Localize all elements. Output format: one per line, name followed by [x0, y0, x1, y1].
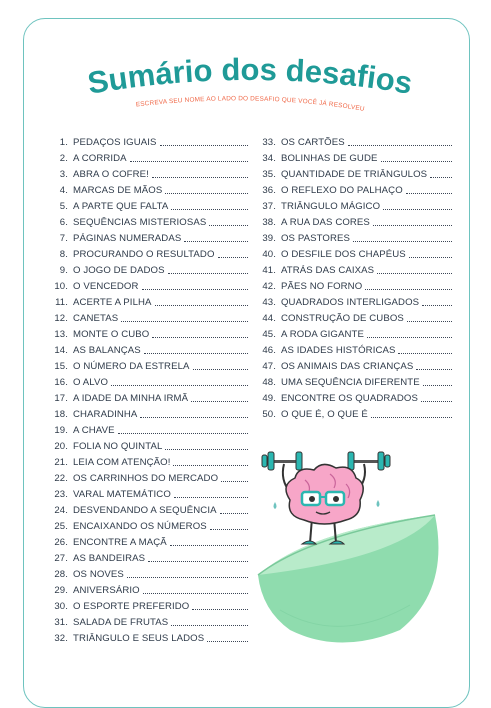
name-write-line[interactable] — [365, 288, 452, 290]
challenge-number: 22. — [54, 473, 68, 484]
challenge-item — [52, 404, 248, 420]
challenge-number: 41. — [262, 265, 276, 276]
challenge-list-left — [52, 132, 248, 644]
challenge-title: ACERTE A PILHA — [73, 297, 152, 308]
name-write-line[interactable] — [191, 400, 248, 402]
challenge-number: 10. — [54, 281, 68, 292]
challenge-number: 8. — [59, 249, 68, 260]
challenge-title: O QUE É, O QUE É — [281, 409, 368, 420]
challenge-number: 21. — [54, 457, 68, 468]
challenge-title: FOLIA NO QUINTAL — [73, 441, 163, 452]
name-write-line[interactable] — [373, 224, 452, 226]
illustration — [250, 440, 480, 660]
challenge-title: A IDADE DA MINHA IRMÃ — [73, 393, 189, 404]
challenge-title: O JOGO DE DADOS — [73, 265, 165, 276]
challenge-item — [52, 308, 248, 324]
challenge-number: 33. — [262, 137, 276, 148]
challenge-number: 26. — [54, 537, 68, 548]
name-write-line[interactable] — [381, 160, 453, 162]
name-write-line[interactable] — [144, 352, 248, 354]
name-write-line[interactable] — [407, 320, 452, 322]
challenge-title: O REFLEXO DO PALHAÇO — [281, 185, 403, 196]
challenge-item — [260, 196, 452, 212]
name-write-line[interactable] — [353, 240, 452, 242]
challenge-item — [260, 340, 452, 356]
challenge-item — [260, 228, 452, 244]
name-write-line[interactable] — [209, 224, 248, 226]
name-write-line[interactable] — [422, 304, 452, 306]
challenge-title: AS BALANÇAS — [73, 345, 141, 356]
challenge-title: ANIVERSÁRIO — [73, 585, 140, 596]
challenge-item — [52, 500, 248, 516]
challenge-number: 7. — [59, 233, 68, 244]
challenge-title: CHARADINHA — [73, 409, 138, 420]
challenge-item — [52, 468, 248, 484]
challenge-item — [52, 324, 248, 340]
challenge-item — [52, 180, 248, 196]
challenge-title: ENCONTRE OS QUADRADOS — [281, 393, 418, 404]
challenge-title: SEQUÊNCIAS MISTERIOSAS — [73, 217, 207, 228]
challenge-item — [52, 228, 248, 244]
title-svg — [60, 51, 440, 124]
challenge-item — [260, 212, 452, 228]
challenge-item — [52, 564, 248, 580]
challenge-title: DESVENDANDO A SEQUÊNCIA — [73, 505, 217, 516]
challenge-item — [52, 292, 248, 308]
name-write-line[interactable] — [142, 288, 248, 290]
challenge-item — [52, 212, 248, 228]
challenge-item — [260, 372, 452, 388]
challenge-number: 18. — [54, 409, 68, 420]
challenge-item — [260, 180, 452, 196]
challenge-item — [260, 276, 452, 292]
name-write-line[interactable] — [165, 448, 248, 450]
name-write-line[interactable] — [423, 384, 452, 386]
challenge-title: QUADRADOS INTERLIGADOS — [281, 297, 420, 308]
challenge-number: 38. — [262, 217, 276, 228]
challenge-item — [52, 452, 248, 468]
challenge-item — [52, 436, 248, 452]
challenge-item — [52, 244, 248, 260]
challenge-item — [52, 420, 248, 436]
name-write-line[interactable] — [173, 464, 248, 466]
challenge-item — [52, 628, 248, 644]
name-write-line[interactable] — [111, 384, 248, 386]
challenge-number: 28. — [54, 569, 68, 580]
challenge-number: 25. — [54, 521, 68, 532]
challenge-item — [52, 548, 248, 564]
challenge-number: 48. — [262, 377, 276, 388]
challenge-number: 40. — [262, 249, 276, 260]
challenge-title: LEIA COM ATENÇÃO! — [73, 457, 171, 468]
name-write-line[interactable] — [406, 192, 452, 194]
title-block — [60, 51, 440, 124]
name-write-line[interactable] — [168, 272, 248, 274]
challenge-title: CONSTRUÇÃO DE CUBOS — [281, 313, 404, 324]
challenge-title: MONTE O CUBO — [73, 329, 150, 340]
page-title: Sumário dos desafios — [85, 51, 415, 101]
challenge-number: 12. — [54, 313, 68, 324]
challenge-number: 34. — [262, 153, 276, 164]
challenge-item — [52, 516, 248, 532]
brain-mascot-icon — [286, 464, 363, 524]
challenge-number: 17. — [54, 393, 68, 404]
challenge-title: ABRA O COFRE! — [73, 169, 149, 180]
dumbbell-icon — [262, 452, 302, 470]
challenge-number: 20. — [54, 441, 68, 452]
name-write-line[interactable] — [152, 336, 248, 338]
name-write-line[interactable] — [165, 192, 248, 194]
challenge-number: 14. — [54, 345, 68, 356]
challenge-item — [52, 196, 248, 212]
challenge-number: 46. — [262, 345, 276, 356]
challenge-number: 35. — [262, 169, 276, 180]
challenge-title: ATRÁS DAS CAIXAS — [281, 265, 375, 276]
challenge-item — [52, 580, 248, 596]
challenge-number: 15. — [54, 361, 68, 372]
name-write-line[interactable] — [383, 208, 452, 210]
challenge-title: A PARTE QUE FALTA — [73, 201, 169, 212]
challenge-title: BOLINHAS DE GUDE — [281, 153, 378, 164]
challenge-number: 24. — [54, 505, 68, 516]
challenge-number: 13. — [54, 329, 68, 340]
name-write-line[interactable] — [377, 272, 452, 274]
challenge-number: 47. — [262, 361, 276, 372]
half-sphere-icon — [258, 515, 438, 643]
challenge-item — [52, 612, 248, 628]
challenge-number: 50. — [262, 409, 276, 420]
name-write-line[interactable] — [421, 400, 452, 402]
challenge-item — [260, 260, 452, 276]
challenge-number: 30. — [54, 601, 68, 612]
name-write-line[interactable] — [210, 528, 248, 530]
challenge-item — [52, 388, 248, 404]
name-write-line[interactable] — [207, 640, 248, 642]
page-subtitle: ESCREVA SEU NOME AO LADO DO DESAFIO QUE VOCÊ JÁ RESOLVEU — [135, 95, 366, 113]
challenge-number: 31. — [54, 617, 68, 628]
name-write-line[interactable] — [398, 352, 452, 354]
challenge-number: 11. — [55, 297, 68, 308]
challenge-number: 43. — [262, 297, 276, 308]
challenge-item — [260, 148, 452, 164]
challenge-number: 42. — [262, 281, 276, 292]
challenge-title: A CORRIDA — [73, 153, 127, 164]
challenge-item — [260, 404, 452, 420]
challenge-title: A CHAVE — [73, 425, 115, 436]
challenge-title: O VENCEDOR — [73, 281, 139, 292]
name-write-line[interactable] — [220, 512, 248, 514]
challenge-item — [260, 324, 452, 340]
challenge-title: QUANTIDADE DE TRIÂNGULOS — [281, 169, 428, 180]
challenge-title: SALADA DE FRUTAS — [73, 617, 169, 628]
challenge-title: O ESPORTE PREFERIDO — [73, 601, 190, 612]
challenge-number: 1. — [59, 137, 68, 148]
challenge-title: PÃES NO FORNO — [281, 281, 363, 292]
challenge-number: 36. — [262, 185, 276, 196]
name-write-line[interactable] — [174, 496, 248, 498]
name-write-line[interactable] — [170, 544, 248, 546]
name-write-line[interactable] — [130, 160, 248, 162]
challenge-title: O NÚMERO DA ESTRELA — [73, 361, 190, 372]
challenge-number: 6. — [59, 217, 68, 228]
name-write-line[interactable] — [371, 416, 452, 418]
challenge-item — [52, 132, 248, 148]
challenge-title: OS NOVES — [73, 569, 124, 580]
name-write-line[interactable] — [160, 144, 249, 146]
challenge-number: 44. — [262, 313, 276, 324]
challenge-title: AS BANDEIRAS — [73, 553, 146, 564]
challenge-title: OS CARRINHOS DO MERCADO — [73, 473, 219, 484]
challenge-number: 3. — [59, 169, 68, 180]
challenge-title: AS IDADES HISTÓRICAS — [281, 345, 396, 356]
challenge-number: 2. — [59, 153, 68, 164]
challenge-title: ENCAIXANDO OS NÚMEROS — [73, 521, 207, 532]
challenge-number: 9. — [59, 265, 68, 276]
challenge-item — [52, 260, 248, 276]
name-write-line[interactable] — [121, 320, 248, 322]
challenge-item — [52, 340, 248, 356]
challenge-title: UMA SEQUÊNCIA DIFERENTE — [281, 377, 420, 388]
challenge-number: 19. — [54, 425, 68, 436]
name-write-line[interactable] — [192, 608, 248, 610]
challenge-title: MARCAS DE MÃOS — [73, 185, 163, 196]
challenge-title: OS CARTÕES — [281, 137, 345, 148]
challenge-item — [260, 292, 452, 308]
challenge-title: VARAL MATEMÁTICO — [73, 489, 171, 500]
challenge-list-right — [260, 132, 452, 420]
challenge-title: A RODA GIGANTE — [281, 329, 364, 340]
name-write-line[interactable] — [184, 240, 248, 242]
challenge-number: 39. — [262, 233, 276, 244]
challenge-item — [52, 372, 248, 388]
name-write-line[interactable] — [416, 368, 452, 370]
challenge-item — [260, 308, 452, 324]
challenge-number: 27. — [54, 553, 68, 564]
challenge-item — [52, 148, 248, 164]
challenge-title: TRIÂNGULO E SEUS LADOS — [73, 633, 205, 644]
name-write-line[interactable] — [143, 592, 248, 594]
challenge-number: 45. — [262, 329, 276, 340]
name-write-line[interactable] — [221, 480, 248, 482]
name-write-line[interactable] — [367, 336, 452, 338]
challenge-item — [52, 276, 248, 292]
name-write-line[interactable] — [118, 432, 248, 434]
name-write-line[interactable] — [140, 416, 248, 418]
challenge-item — [260, 356, 452, 372]
challenge-title: OS ANIMAIS DAS CRIANÇAS — [281, 361, 414, 372]
challenge-item — [52, 532, 248, 548]
challenge-title: OS PASTORES — [281, 233, 350, 244]
challenge-title: PROCURANDO O RESULTADO — [73, 249, 215, 260]
challenge-item — [52, 596, 248, 612]
challenge-item — [52, 484, 248, 500]
challenge-item — [52, 164, 248, 180]
challenge-title: TRIÂNGULO MÁGICO — [281, 201, 381, 212]
challenge-item — [260, 132, 452, 148]
name-write-line[interactable] — [148, 560, 248, 562]
challenge-title: O DESFILE DOS CHAPÉUS — [281, 249, 406, 260]
name-write-line[interactable] — [171, 624, 248, 626]
name-write-line[interactable] — [348, 144, 452, 146]
challenge-number: 16. — [54, 377, 68, 388]
challenge-title: PEDAÇOS IGUAIS — [73, 137, 157, 148]
name-write-line[interactable] — [171, 208, 248, 210]
challenge-item — [260, 164, 452, 180]
challenge-number: 5. — [59, 201, 68, 212]
challenge-item — [260, 244, 452, 260]
challenge-title: ENCONTRE A MAÇÃ — [73, 537, 167, 548]
name-write-line[interactable] — [430, 176, 452, 178]
challenge-item — [52, 356, 248, 372]
name-write-line[interactable] — [127, 576, 248, 578]
challenge-number: 23. — [54, 489, 68, 500]
challenge-title: A RUA DAS CORES — [281, 217, 370, 228]
challenge-title: PÁGINAS NUMERADAS — [73, 233, 182, 244]
brain-illustration — [250, 440, 480, 660]
name-write-line[interactable] — [409, 256, 452, 258]
challenge-number: 37. — [262, 201, 276, 212]
challenge-number: 32. — [54, 633, 68, 644]
challenge-number: 4. — [59, 185, 68, 196]
dumbbell-icon — [348, 452, 390, 470]
name-write-line[interactable] — [155, 304, 248, 306]
challenge-title: CANETAS — [73, 313, 119, 324]
name-write-line[interactable] — [152, 176, 248, 178]
name-write-line[interactable] — [218, 256, 248, 258]
challenge-number: 29. — [54, 585, 68, 596]
name-write-line[interactable] — [193, 368, 248, 370]
challenge-title: O ALVO — [73, 377, 109, 388]
challenge-item — [260, 388, 452, 404]
challenge-number: 49. — [262, 393, 276, 404]
